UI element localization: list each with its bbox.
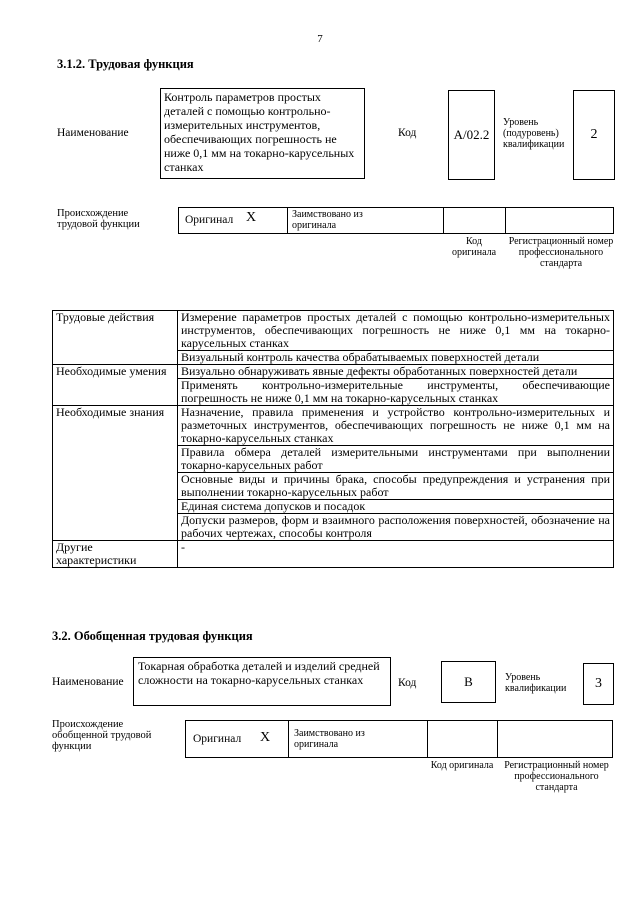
section-32-level-box [583,663,614,705]
table-cell: Назначение, правила применения и устройство контрольно-измерительных и разметочных инструментов, обеспечивающих погрешность не ниже 0,1 мм на токарно-карусельных станках [178,406,614,446]
page-number: 7 [317,33,323,45]
row-header: Необходимые умения [53,365,178,406]
section-312-level-value: 2 [590,127,598,142]
section-32-level-value: 3 [595,676,602,691]
section-312-reg-number-label: Регистрационный номер профессионального стандарта [508,236,614,269]
section-312-name-label: Наименование [57,127,129,139]
row-header: Необходимые знания [53,406,178,541]
labor-functions-table [52,310,614,568]
section-312-level-box [573,90,615,180]
table-cell: Основные виды и причины брака, способы предупреждения и устранения при выполнении токарно-карусельных работ [178,473,614,500]
section-312-name-box [160,88,365,179]
section-312-original-mark: X [246,210,257,225]
row-header: Другие характеристики [53,541,178,568]
section-312-level-label: Уровень (подуровень) квалификации [503,117,565,150]
section-312-code-label: Код [398,127,417,139]
table-cell: Визуально обнаруживать явные дефекты обработанных поверхностей детали [178,365,614,379]
section-32-original-mark: X [260,730,271,745]
table-cell: Применять контрольно-измерительные инструменты, обеспечивающие погрешность не ниже 0,1 мм на токарно-карусельных станках [178,379,614,406]
section-312-code-original-label: Код оригинала [451,236,497,258]
section-32-name-value: Токарная обработка деталей и изделий средней сложности на токарно-карусельных станках [138,659,380,687]
section-32-code-label: Код [398,677,417,689]
table-cell: Единая система допусков и посадок [178,500,614,514]
section-32-original-label: Оригинал [193,733,242,745]
section-32-reg-number-label: Регистрационный номер профессионального стандарта [504,760,609,793]
section-312-code-box [448,90,495,180]
section-32-code-value: B [464,674,473,689]
section-312-name-value: Контроль параметров простых деталей с помощью контрольно-измерительных инструментов, обеспечивающих погрешность не ниже 0,1 мм на токарно-карусельных станках [164,90,355,174]
section-32-name-box [133,657,391,706]
table-cell: Допуски размеров, форм и взаимного расположения поверхностей, обозначение на рабочих чертежах, способы контроля [178,514,614,541]
table-cell: - [178,541,614,568]
section-32-code-original-label: Код оригинала [430,760,494,771]
section-32-level-label: Уровень квалификации [505,672,567,694]
table-cell: Визуальный контроль качества обрабатываемых поверхностей детали [178,351,614,365]
section-32-borrowed-label: Заимствовано из оригинала [294,728,365,750]
table-row [53,365,614,379]
table-cell: Правила обмера деталей измерительными инструментами при выполнении токарно-карусельных работ [178,446,614,473]
table-cell: Измерение параметров простых деталей с помощью контрольно-измерительных инструментов, обеспечивающих погрешность не ниже 0,1 мм на токарно-карусельных станках [178,311,614,351]
section-312-origin-label: Происхождение трудовой функции [57,208,140,230]
section-312-borrowed-label: Заимствовано из оригинала [292,209,363,231]
section-312-original-label: Оригинал [185,214,234,226]
section-32-origin-label: Происхождение обобщенной трудовой функции [52,719,152,752]
section-312-title: 3.1.2. Трудовая функция [57,57,194,71]
row-header: Трудовые действия [53,311,178,365]
section-32-name-label: Наименование [52,676,124,688]
section-32-title: 3.2. Обобщенная трудовая функция [52,629,253,643]
table-row [53,406,614,446]
table-row [53,311,614,351]
section-32-code-box [441,661,496,703]
table-row [53,541,614,568]
section-312-code-value: A/02.2 [453,127,490,142]
